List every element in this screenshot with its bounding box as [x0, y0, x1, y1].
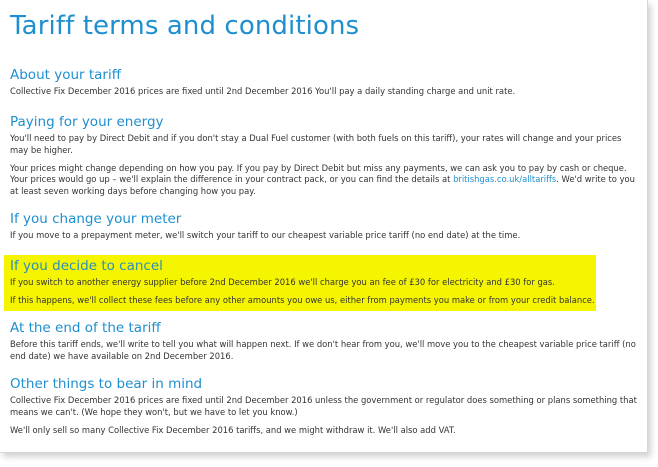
- section-heading: At the end of the tariff: [10, 320, 161, 336]
- section-paragraph: You'll need to pay by Direct Debit and if you don't stay a Dual Fuel customer (with both fuels on this tariff), your rates will change and your prices may be higher.: [10, 133, 622, 155]
- paragraph-text: . We'd write to you at least seven working days before changing how you pay.: [10, 174, 635, 197]
- section-about-tariff: [10, 67, 640, 98]
- section-paragraph: We'll only sell so many Collective Fix December 2016 tariffs, and we might withdraw it. We'll also add VAT.: [10, 424, 456, 435]
- section-heading: Paying for your energy: [10, 114, 164, 130]
- section-change-meter: [10, 211, 640, 242]
- section-paying-energy: [10, 114, 640, 198]
- section-heading: Other things to bear in mind: [10, 376, 203, 392]
- section-other-things: [10, 376, 640, 436]
- section-cancel: [10, 258, 640, 307]
- section-heading: About your tariff: [10, 67, 122, 83]
- section-paragraph: [10, 163, 640, 198]
- section-heading: If you decide to cancel: [10, 258, 163, 274]
- section-paragraph: If this happens, we'll collect these fees before any other amounts you owe us, either from payments you make or from your credit balance.: [10, 294, 595, 305]
- paragraph-text: Your prices might change depending on how you pay. If you pay by Direct Debit but miss any payments, we can ask you to pay by cash or cheque. Your prices would go up – we'll explain the difference in your contract pack, or you can find the details at: [10, 162, 627, 185]
- page-title: Tariff terms and conditions: [10, 11, 360, 41]
- section-paragraph: Collective Fix December 2016 prices are fixed until 2nd December 2016 unless the government or regulator does something or plans something that means we can't. (We hope they won't, but we have to let you know.): [10, 395, 637, 417]
- section-paragraph: Collective Fix December 2016 prices are fixed until 2nd December 2016 You'll pay a daily standing charge and unit rate.: [10, 86, 516, 96]
- section-paragraph: If you switch to another energy supplier before 2nd December 2016 we'll charge you an fee of £30 for electricity and £30 for gas.: [10, 277, 555, 287]
- section-end-of-tariff: [10, 320, 640, 363]
- alltariffs-link[interactable]: britishgas.co.uk/alltariffs: [453, 174, 557, 185]
- section-paragraph: If you move to a prepayment meter, we'll switch your tariff to our cheapest variable price tariff (no end date) at the time.: [10, 230, 521, 240]
- section-paragraph: Before this tariff ends, we'll write to tell you what will happen next. If we don't hear from you, we'll move you to the cheapest variable price tariff (no end date) we have available on 2nd December 2016.: [10, 339, 636, 361]
- section-heading: If you change your meter: [10, 211, 182, 227]
